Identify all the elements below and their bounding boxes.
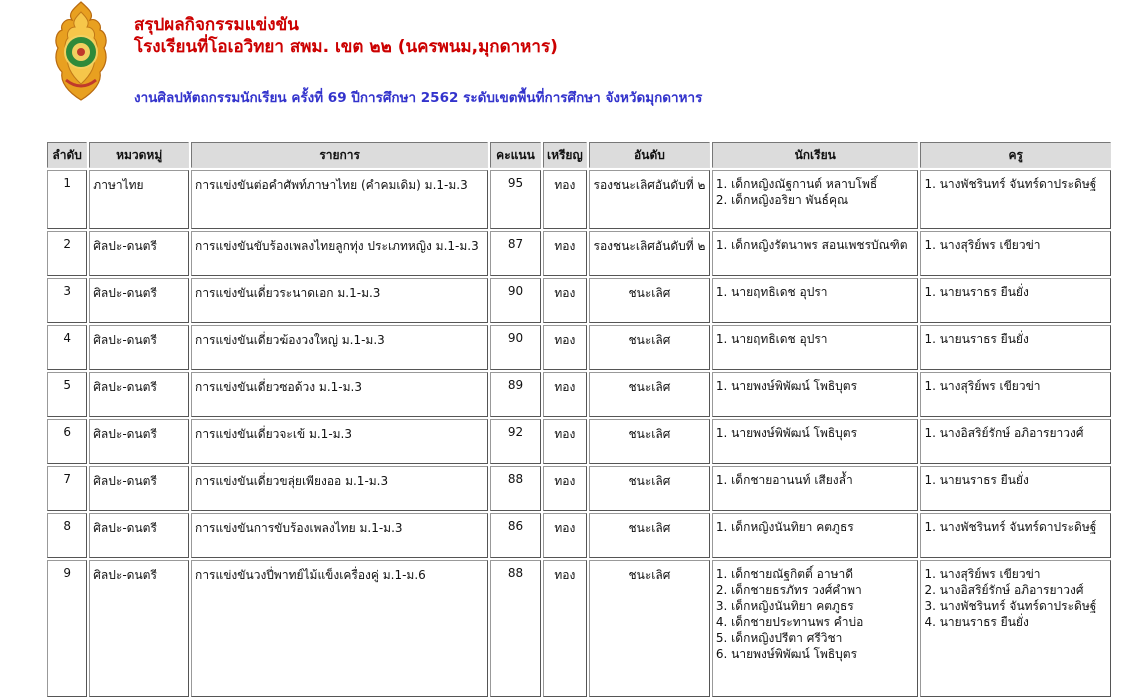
row-score: 87	[490, 231, 540, 276]
row-students	[712, 325, 919, 370]
row-students	[712, 170, 919, 229]
row-rank: ชนะเลิศ	[589, 372, 710, 417]
row-students	[712, 278, 919, 323]
row-rank: ชนะเลิศ	[589, 560, 710, 697]
row-medal: ทอง	[543, 419, 587, 464]
page-title: สรุปผลกิจกรรมแข่งขัน	[134, 15, 299, 35]
col-header-item: รายการ	[191, 142, 488, 168]
event-subtitle: งานศิลปหัตถกรรมนักเรียน ครั้งที่ 69 ปีการศึกษา 2562 ระดับเขตพื้นที่การศึกษา จังหวัดมุกดาหาร	[134, 90, 703, 106]
row-score: 92	[490, 419, 540, 464]
col-header-category: หมวดหมู่	[89, 142, 189, 168]
row-rank: ชนะเลิศ	[589, 513, 710, 558]
table-row	[47, 231, 1111, 276]
table-row	[47, 325, 1111, 370]
row-score: 86	[490, 513, 540, 558]
row-number: 5	[47, 372, 87, 417]
results-table	[45, 140, 1113, 699]
row-students	[712, 466, 919, 511]
student-name: 1. นายพงษ์พิพัฒน์ โพธิบุตร	[715, 426, 858, 440]
row-score: 90	[490, 278, 540, 323]
teacher-name: 1. นางพัชรินทร์ จันทร์ดาประดิษฐ์	[924, 520, 1097, 534]
col-header-rank: อันดับ	[589, 142, 710, 168]
teacher-name: 2. นางอิสริย์รักษ์ อภิอารยาวงศ์	[924, 583, 1084, 597]
row-item: การแข่งขันเดี่ยวระนาดเอก ม.1-ม.3	[191, 278, 488, 323]
row-teachers	[920, 560, 1111, 697]
student-name: 4. เด็กชายประทานพร คำบ่อ	[715, 615, 864, 629]
row-rank: ชนะเลิศ	[589, 466, 710, 511]
row-students	[712, 419, 919, 464]
student-name: 1. เด็กชายณัฐกิตติ์ อาษาดี	[715, 567, 854, 581]
table-row	[47, 170, 1111, 229]
row-medal: ทอง	[543, 372, 587, 417]
teacher-name: 1. นายนราธร ยืนยั่ง	[924, 473, 1029, 487]
table-row	[47, 419, 1111, 464]
row-students	[712, 231, 919, 276]
row-item: การแข่งขันเดี่ยวฆ้องวงใหญ่ ม.1-ม.3	[191, 325, 488, 370]
row-teachers	[920, 513, 1111, 558]
teacher-name: 4. นายนราธร ยืนยั่ง	[924, 615, 1029, 629]
table-row	[47, 466, 1111, 511]
row-number: 6	[47, 419, 87, 464]
row-teachers	[920, 278, 1111, 323]
table-row	[47, 278, 1111, 323]
table-row	[47, 513, 1111, 558]
row-medal: ทอง	[543, 231, 587, 276]
row-medal: ทอง	[543, 466, 587, 511]
row-score: 90	[490, 325, 540, 370]
row-medal: ทอง	[543, 325, 587, 370]
row-rank: ชนะเลิศ	[589, 278, 710, 323]
col-header-no: ลำดับ	[47, 142, 87, 168]
row-item: การแข่งขันขับร้องเพลงไทยลูกทุ่ง ประเภทหญิง ม.1-ม.3	[191, 231, 488, 276]
row-category: ศิลปะ-ดนตรี	[89, 419, 189, 464]
row-students	[712, 513, 919, 558]
row-number: 3	[47, 278, 87, 323]
row-category: ศิลปะ-ดนตรี	[89, 372, 189, 417]
student-name: 2. เด็กหญิงอริยา พันธ์คุณ	[715, 193, 849, 207]
row-rank: ชนะเลิศ	[589, 419, 710, 464]
row-medal: ทอง	[543, 513, 587, 558]
col-header-score: คะแนน	[490, 142, 540, 168]
row-score: 95	[490, 170, 540, 229]
row-item: การแข่งขันวงปี่พาทย์ไม้แข็งเครื่องคู่ ม.1-ม.6	[191, 560, 488, 697]
row-rank: ชนะเลิศ	[589, 325, 710, 370]
student-name: 6. นายพงษ์พิพัฒน์ โพธิบุตร	[715, 647, 858, 661]
row-score: 88	[490, 466, 540, 511]
table-row	[47, 560, 1111, 697]
row-item: การแข่งขันการขับร้องเพลงไทย ม.1-ม.3	[191, 513, 488, 558]
col-header-medal: เหรียญ	[543, 142, 587, 168]
student-name: 5. เด็กหญิงปรีตา ศรีวิชา	[715, 631, 843, 645]
teacher-name: 1. นายนราธร ยืนยั่ง	[924, 285, 1029, 299]
row-item: การแข่งขันเดี่ยวซอด้วง ม.1-ม.3	[191, 372, 488, 417]
student-name: 2. เด็กชายธรภัทร วงศ์คำพา	[715, 583, 862, 597]
col-header-teachers: ครู	[920, 142, 1111, 168]
teacher-name: 1. นางสุริย์พร เขียวข่า	[924, 567, 1041, 581]
teacher-name: 1. นางอิสริย์รักษ์ อภิอารยาวงศ์	[924, 426, 1084, 440]
row-teachers	[920, 466, 1111, 511]
row-category: ภาษาไทย	[89, 170, 189, 229]
row-medal: ทอง	[543, 278, 587, 323]
row-medal: ทอง	[543, 560, 587, 697]
row-score: 88	[490, 560, 540, 697]
teacher-name: 1. นางพัชรินทร์ จันทร์ดาประดิษฐ์	[924, 177, 1097, 191]
row-students	[712, 372, 919, 417]
row-students	[712, 560, 919, 697]
teacher-name: 1. นายนราธร ยืนยั่ง	[924, 332, 1029, 346]
teacher-name: 1. นางสุริย์พร เขียวข่า	[924, 379, 1041, 393]
row-number: 8	[47, 513, 87, 558]
col-header-students: นักเรียน	[712, 142, 919, 168]
row-item: การแข่งขันต่อคำศัพท์ภาษาไทย (คำคมเดิม) ม.1-ม.3	[191, 170, 488, 229]
student-name: 1. นายฤทธิเดช อุปรา	[715, 332, 828, 346]
row-category: ศิลปะ-ดนตรี	[89, 513, 189, 558]
row-rank: รองชนะเลิศอันดับที่ ๒	[589, 231, 710, 276]
row-item: การแข่งขันเดี่ยวจะเข้ ม.1-ม.3	[191, 419, 488, 464]
row-teachers	[920, 170, 1111, 229]
student-name: 1. นายฤทธิเดช อุปรา	[715, 285, 828, 299]
row-number: 7	[47, 466, 87, 511]
row-teachers	[920, 231, 1111, 276]
student-name: 1. เด็กชายอานนท์ เสียงล้ำ	[715, 473, 853, 487]
student-name: 1. เด็กหญิงณัฐกานต์ หลาบโพธิ์	[715, 177, 878, 191]
row-teachers	[920, 419, 1111, 464]
student-name: 3. เด็กหญิงนันทิยา คตภูธร	[715, 599, 854, 613]
student-name: 1. เด็กหญิงนันทิยา คตภูธร	[715, 520, 854, 534]
row-teachers	[920, 325, 1111, 370]
row-score: 89	[490, 372, 540, 417]
row-category: ศิลปะ-ดนตรี	[89, 278, 189, 323]
row-category: ศิลปะ-ดนตรี	[89, 560, 189, 697]
student-name: 1. เด็กหญิงรัตนาพร สอนเพชรบัณฑิต	[715, 238, 908, 252]
student-name: 1. นายพงษ์พิพัฒน์ โพธิบุตร	[715, 379, 858, 393]
row-category: ศิลปะ-ดนตรี	[89, 466, 189, 511]
row-rank: รองชนะเลิศอันดับที่ ๒	[589, 170, 710, 229]
table-row	[47, 372, 1111, 417]
row-category: ศิลปะ-ดนตรี	[89, 325, 189, 370]
row-number: 4	[47, 325, 87, 370]
row-number: 1	[47, 170, 87, 229]
table-header-row	[47, 142, 1111, 168]
row-number: 2	[47, 231, 87, 276]
school-name: โรงเรียนที่โอเอวิทยา สพม. เขต ๒๒ (นครพนม,มุกดาหาร)	[134, 37, 558, 57]
row-number: 9	[47, 560, 87, 697]
school-emblem-icon	[52, 0, 110, 104]
teacher-name: 1. นางสุริย์พร เขียวข่า	[924, 238, 1041, 252]
row-teachers	[920, 372, 1111, 417]
teacher-name: 3. นางพัชรินทร์ จันทร์ดาประดิษฐ์	[924, 599, 1097, 613]
row-medal: ทอง	[543, 170, 587, 229]
row-category: ศิลปะ-ดนตรี	[89, 231, 189, 276]
row-item: การแข่งขันเดี่ยวขลุ่ยเพียงออ ม.1-ม.3	[191, 466, 488, 511]
